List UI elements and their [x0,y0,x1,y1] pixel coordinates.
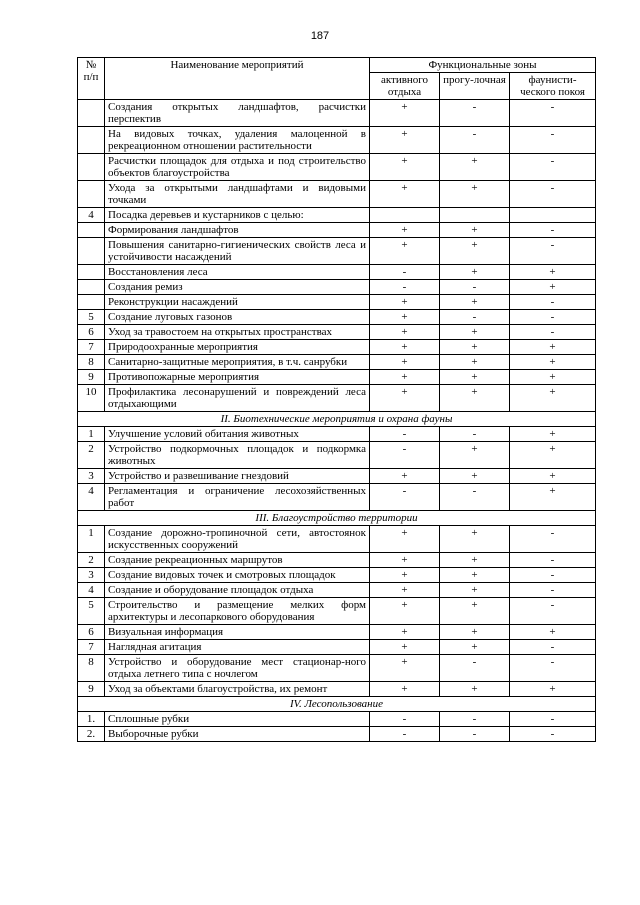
zone-walk-mark: - [440,484,510,511]
table-row [78,655,596,682]
table-row [78,442,596,469]
row-number [78,127,105,154]
table-row [78,154,596,181]
section-title: II. Биотехнические мероприятия и охрана фауны [78,412,596,427]
header-zones: Функциональные зоны [370,58,596,73]
row-name: Регламентация и ограничение лесохозяйственных работ [105,484,370,511]
zone-fauna-mark: + [510,625,596,640]
header-zone-active: активного отдыха [370,73,440,100]
zone-fauna-mark: - [510,655,596,682]
zone-fauna-mark: - [510,325,596,340]
row-name: Повышения санитарно-гигиенических свойств леса и устойчивости насаждений [105,238,370,265]
row-name: Создания ремиз [105,280,370,295]
zone-active-mark: + [370,223,440,238]
zone-active-mark: + [370,310,440,325]
row-number [78,295,105,310]
zone-walk-mark: + [440,223,510,238]
measures-table [77,57,596,742]
table-row [78,385,596,412]
section-header-row [78,697,596,712]
page-number: 187 [310,30,330,42]
table-row [78,370,596,385]
row-number: 8 [78,355,105,370]
row-name: Восстановления леса [105,265,370,280]
row-number: 7 [78,340,105,355]
row-name: Наглядная агитация [105,640,370,655]
table-row [78,325,596,340]
row-name: Санитарно-защитные мероприятия, в т.ч. санрубки [105,355,370,370]
zone-fauna-mark: - [510,223,596,238]
zone-active-mark: - [370,727,440,742]
section-title: IV. Лесопользование [78,697,596,712]
zone-active-mark: + [370,655,440,682]
row-name: Уход за травостоем на открытых пространствах [105,325,370,340]
row-number [78,154,105,181]
row-number [78,265,105,280]
row-number: 9 [78,682,105,697]
row-number: 7 [78,640,105,655]
table-row [78,310,596,325]
table-row [78,340,596,355]
zone-fauna-mark: - [510,712,596,727]
row-number: 4 [78,583,105,598]
zone-active-mark: - [370,427,440,442]
table-row [78,238,596,265]
row-number [78,280,105,295]
row-number: 4 [78,208,105,223]
row-number: 3 [78,469,105,484]
zone-active-mark: + [370,568,440,583]
zone-fauna-mark: + [510,385,596,412]
table-row [78,712,596,727]
zone-active-mark: + [370,682,440,697]
zone-active-mark: + [370,340,440,355]
zone-walk-mark: + [440,640,510,655]
row-number: 4 [78,484,105,511]
zone-active-mark: + [370,154,440,181]
row-name: Создание луговых газонов [105,310,370,325]
zone-active-mark: + [370,526,440,553]
table-row [78,568,596,583]
zone-active-mark: + [370,583,440,598]
section-title: III. Благоустройство территории [78,511,596,526]
row-number: 5 [78,598,105,625]
row-name: Посадка деревьев и кустарников с целью: [105,208,370,223]
zone-walk-mark: - [440,712,510,727]
zone-fauna-mark: + [510,355,596,370]
row-number: 2 [78,442,105,469]
row-name: Реконструкции насаждений [105,295,370,310]
zone-fauna-mark [510,208,596,223]
table-row [78,100,596,127]
zone-walk-mark: + [440,598,510,625]
row-number [78,223,105,238]
zone-active-mark: - [370,442,440,469]
table-row [78,682,596,697]
row-name: Создание дорожно-тропиночной сети, автостоянок искусственных сооружений [105,526,370,553]
zone-fauna-mark: + [510,469,596,484]
zone-fauna-mark: + [510,340,596,355]
row-name: Природоохранные мероприятия [105,340,370,355]
zone-fauna-mark: + [510,427,596,442]
table-body [78,100,596,742]
zone-active-mark: + [370,640,440,655]
table-row [78,355,596,370]
table-row [78,127,596,154]
table-row [78,280,596,295]
zone-active-mark: + [370,625,440,640]
zone-active-mark: + [370,355,440,370]
zone-active-mark: + [370,325,440,340]
header-zone-walk: прогу-лочная [440,73,510,100]
zone-walk-mark: - [440,280,510,295]
row-name: Устройство и оборудование мест стационар-ного отдыха летнего типа с ночлегом [105,655,370,682]
row-number: 5 [78,310,105,325]
zone-fauna-mark: - [510,127,596,154]
row-name: Устройство и развешивание гнездовий [105,469,370,484]
zone-fauna-mark: + [510,280,596,295]
table-row [78,484,596,511]
zone-fauna-mark: + [510,370,596,385]
zone-walk-mark: + [440,442,510,469]
table-header-row [78,58,596,73]
header-num: № п/п [78,58,105,100]
row-name: Расчистки площадок для отдыха и под строительство объектов благоустройства [105,154,370,181]
zone-walk-mark: + [440,526,510,553]
row-number: 1 [78,427,105,442]
zone-fauna-mark: - [510,526,596,553]
row-number: 6 [78,325,105,340]
row-name: Ухода за открытыми ландшафтами и видовыми точками [105,181,370,208]
zone-fauna-mark: + [510,682,596,697]
row-name: Устройство подкормочных площадок и подкормка животных [105,442,370,469]
zone-walk-mark [440,208,510,223]
row-number: 3 [78,568,105,583]
zone-active-mark: + [370,385,440,412]
zone-walk-mark: - [440,655,510,682]
table-row [78,553,596,568]
table-row [78,223,596,238]
row-number: 2 [78,553,105,568]
zone-active-mark: + [370,181,440,208]
zone-fauna-mark: - [510,100,596,127]
zone-active-mark: + [370,100,440,127]
zone-active-mark [370,208,440,223]
zone-fauna-mark: - [510,295,596,310]
row-name: Уход за объектами благоустройства, их ремонт [105,682,370,697]
table-row [78,265,596,280]
row-name: Улучшение условий обитания животных [105,427,370,442]
zone-active-mark: + [370,598,440,625]
zone-walk-mark: + [440,154,510,181]
zone-fauna-mark: - [510,310,596,325]
zone-active-mark: + [370,238,440,265]
section-header-row [78,412,596,427]
zone-walk-mark: + [440,325,510,340]
zone-fauna-mark: + [510,484,596,511]
row-number: 9 [78,370,105,385]
zone-walk-mark: + [440,469,510,484]
zone-active-mark: + [370,469,440,484]
zone-walk-mark: + [440,340,510,355]
row-number [78,181,105,208]
row-number: 8 [78,655,105,682]
zone-walk-mark: + [440,238,510,265]
table-row [78,598,596,625]
row-name: На видовых точках, удаления малоценной в рекреационном отношении растительности [105,127,370,154]
table-row [78,295,596,310]
table-row [78,640,596,655]
row-name: Создание рекреационных маршрутов [105,553,370,568]
zone-active-mark: + [370,127,440,154]
table-row [78,469,596,484]
row-name: Создания открытых ландшафтов, расчистки перспектив [105,100,370,127]
zone-active-mark: + [370,553,440,568]
zone-fauna-mark: - [510,727,596,742]
zone-fauna-mark: - [510,598,596,625]
zone-walk-mark: - [440,127,510,154]
row-name: Визуальная информация [105,625,370,640]
zone-fauna-mark: - [510,238,596,265]
zone-walk-mark: + [440,355,510,370]
table-row [78,583,596,598]
zone-walk-mark: - [440,100,510,127]
row-name: Создание и оборудование площадок отдыха [105,583,370,598]
row-number: 1 [78,526,105,553]
zone-walk-mark: + [440,625,510,640]
zone-walk-mark: - [440,310,510,325]
zone-active-mark: - [370,712,440,727]
table-row [78,526,596,553]
zone-active-mark: - [370,265,440,280]
zone-walk-mark: + [440,682,510,697]
zone-walk-mark: + [440,583,510,598]
section-header-row [78,511,596,526]
zone-fauna-mark: + [510,442,596,469]
row-name: Строительство и размещение мелких форм архитектуры и лесопаркового оборудования [105,598,370,625]
zone-walk-mark: + [440,385,510,412]
zone-fauna-mark: - [510,583,596,598]
row-name: Формирования ландшафтов [105,223,370,238]
table-row [78,727,596,742]
row-name: Сплошные рубки [105,712,370,727]
table-row [78,181,596,208]
zone-active-mark: + [370,370,440,385]
table-row [78,625,596,640]
zone-walk-mark: + [440,370,510,385]
zone-active-mark: - [370,280,440,295]
zone-walk-mark: - [440,727,510,742]
row-number: 1. [78,712,105,727]
row-name: Противопожарные мероприятия [105,370,370,385]
row-name: Выборочные рубки [105,727,370,742]
row-number [78,100,105,127]
row-number: 2. [78,727,105,742]
row-name: Профилактика лесонарушений и повреждений леса отдыхающими [105,385,370,412]
zone-walk-mark: + [440,553,510,568]
zone-fauna-mark: + [510,265,596,280]
zone-fauna-mark: - [510,568,596,583]
row-number: 10 [78,385,105,412]
table-row [78,208,596,223]
header-name: Наименование мероприятий [105,58,370,100]
zone-walk-mark: + [440,568,510,583]
row-number: 6 [78,625,105,640]
zone-active-mark: + [370,295,440,310]
header-zone-fauna: фаунисти-ческого покоя [510,73,596,100]
zone-fauna-mark: - [510,640,596,655]
zone-active-mark: - [370,484,440,511]
table-row [78,427,596,442]
zone-walk-mark: + [440,181,510,208]
zone-fauna-mark: - [510,154,596,181]
zone-walk-mark: + [440,265,510,280]
row-number [78,238,105,265]
row-name: Создание видовых точек и смотровых площадок [105,568,370,583]
zone-fauna-mark: - [510,553,596,568]
zone-fauna-mark: - [510,181,596,208]
zone-walk-mark: + [440,295,510,310]
zone-walk-mark: - [440,427,510,442]
